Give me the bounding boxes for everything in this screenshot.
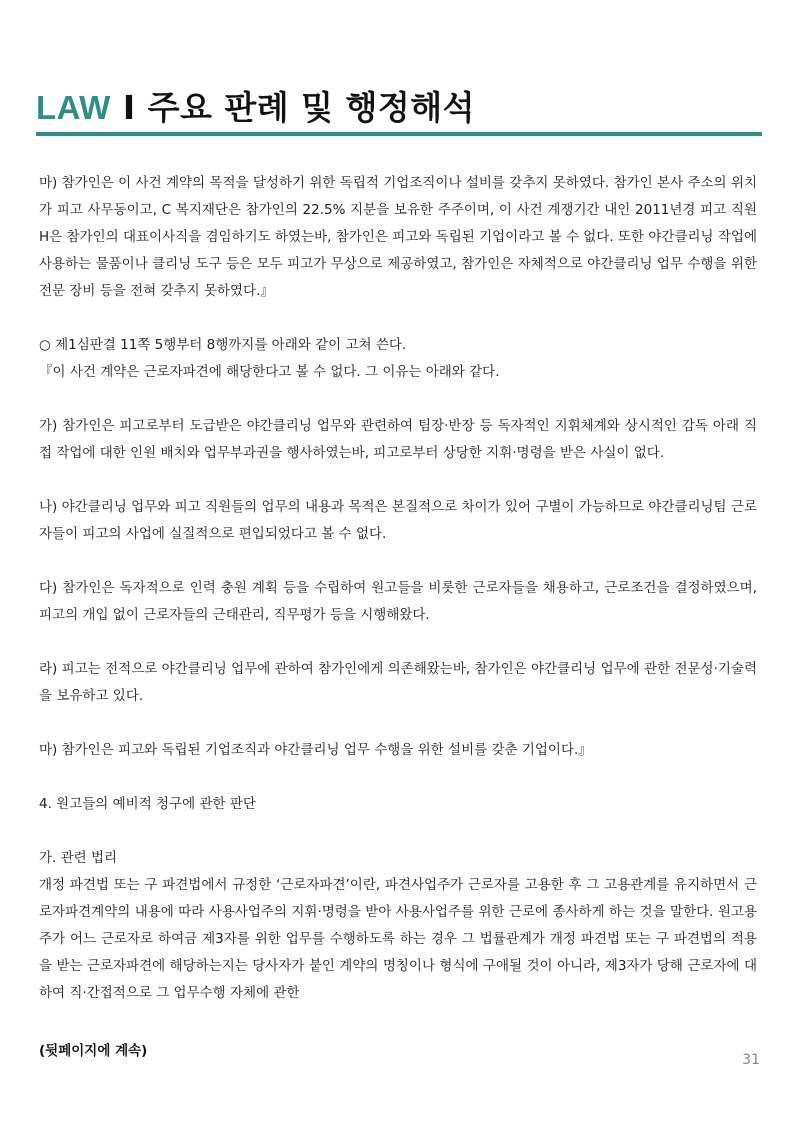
- paragraph-na: 나) 야간클리닝 업무와 피고 직원들의 업무의 내용과 목적은 본질적으로 차이가 있어 구별이 가능하므로 야간클리닝팀 근로자들이 피고의 사업에 실질적으로 편입되었다고 볼 수 없다.: [39, 499, 757, 542]
- paragraph-quote-intro: 『이 사건 계약은 근로자파견에 해당한다고 볼 수 없다. 그 이유는 아래와 같다.: [39, 364, 500, 380]
- paragraph-da: 다) 참가인은 독자적으로 인력 충원 계획 등을 수립하여 원고들을 비롯한 근로자들을 채용하고, 근로조건을 결정하였으며, 피고의 개입 없이 근로자들의 근태관리, 직무평가 등을 시행해왔다.: [39, 580, 757, 623]
- document-body: [39, 170, 757, 1007]
- section-heading-4: 4. 원고들의 예비적 청구에 관한 판단: [39, 796, 256, 812]
- paragraph-ra: 라) 피고는 전적으로 야간클리닝 업무에 관하여 참가인에게 의존해왔는바, 참가인은 야간클리닝 업무에 관한 전문성·기술력을 보유하고 있다.: [39, 661, 757, 704]
- paragraph-ma-1: 마) 참가인은 이 사건 계약의 목적을 달성하기 위한 독립적 기업조직이나 설비를 갖추지 못하였다. 참가인 본사 주소의 위치가 피고 사무동이고, C 복지재단은 참가인의 22.5% 지분을 보유한 주주이며, 이 사건 계쟁기간 내인 2011년경 피고 직원 H은 참가인의 대표이사직을 겸임하기도 하였는바, 참가인은 피고와 독립된 기업이라고 볼 수 없다. 또한 야간클리닝 작업에 사용하는 물품이나 클리닝 도구 등은 모두 피고가 무상으로 제공하였고, 참가인은 자체적으로 야간클리닝 업무 수행을 위한 전문 장비 등을 전혀 갖추지 못하였다.』: [39, 175, 757, 299]
- paragraph-gap: [39, 467, 757, 494]
- section-title: [36, 86, 475, 130]
- paragraph-ga: 가) 참가인은 피고로부터 도급받은 야간클리닝 업무와 관련하여 팀장·반장 등 독자적인 지휘체계와 상시적인 감독 아래 직접 작업에 대한 인원 배치와 업무부과권을 행사하였는바, 피고로부터 상당한 지휘·명령을 받은 사실이 없다.: [39, 418, 757, 461]
- paragraph-gap: [39, 305, 757, 332]
- page-header: [36, 86, 762, 134]
- paragraph-gap: [39, 710, 757, 737]
- paragraph-gap: [39, 818, 757, 845]
- subsection-heading-ga: 가. 관련 법리: [39, 850, 118, 866]
- section-heading: I 주요 판례 및 행정해석: [122, 88, 475, 127]
- paragraph-legal-principle: 개정 파견법 또는 구 파견법에서 규정한 ‘근로자파견’이란, 파견사업주가 근로자를 고용한 후 그 고용관계를 유지하면서 근로자파견계약의 내용에 따라 사용사업주의 지휘·명령을 받아 사용사업주를 위한 근로에 종사하게 하는 것을 말한다. 원고용주가 어느 근로자로 하여금 제3자를 위한 업무를 수행하도록 하는 경우 그 법률관계가 개정 파견법 또는 구 파견법의 적용을 받는 근로자파견에 해당하는지는 당사자가 붙인 계약의 명칭이나 형식에 구애될 것이 아니라, 제3자가 당해 근로자에 대하여 직·간접적으로 그 업무수행 자체에 관한: [39, 877, 757, 1001]
- page-number: 31: [742, 1052, 760, 1068]
- law-label: LAW: [36, 89, 111, 126]
- paragraph-amendment-note: ○ 제1심판결 11쪽 5행부터 8행까지를 아래와 같이 고쳐 쓴다.: [39, 337, 407, 353]
- paragraph-gap: [39, 764, 757, 791]
- header-rule: [36, 132, 762, 136]
- continued-note: (뒷페이지에 계속): [39, 1043, 148, 1059]
- paragraph-gap: [39, 629, 757, 656]
- paragraph-gap: [39, 386, 757, 413]
- paragraph-ma-2: 마) 참가인은 피고와 독립된 기업조직과 야간클리닝 업무 수행을 위한 설비를 갖춘 기업이다.』: [39, 742, 592, 758]
- paragraph-gap: [39, 548, 757, 575]
